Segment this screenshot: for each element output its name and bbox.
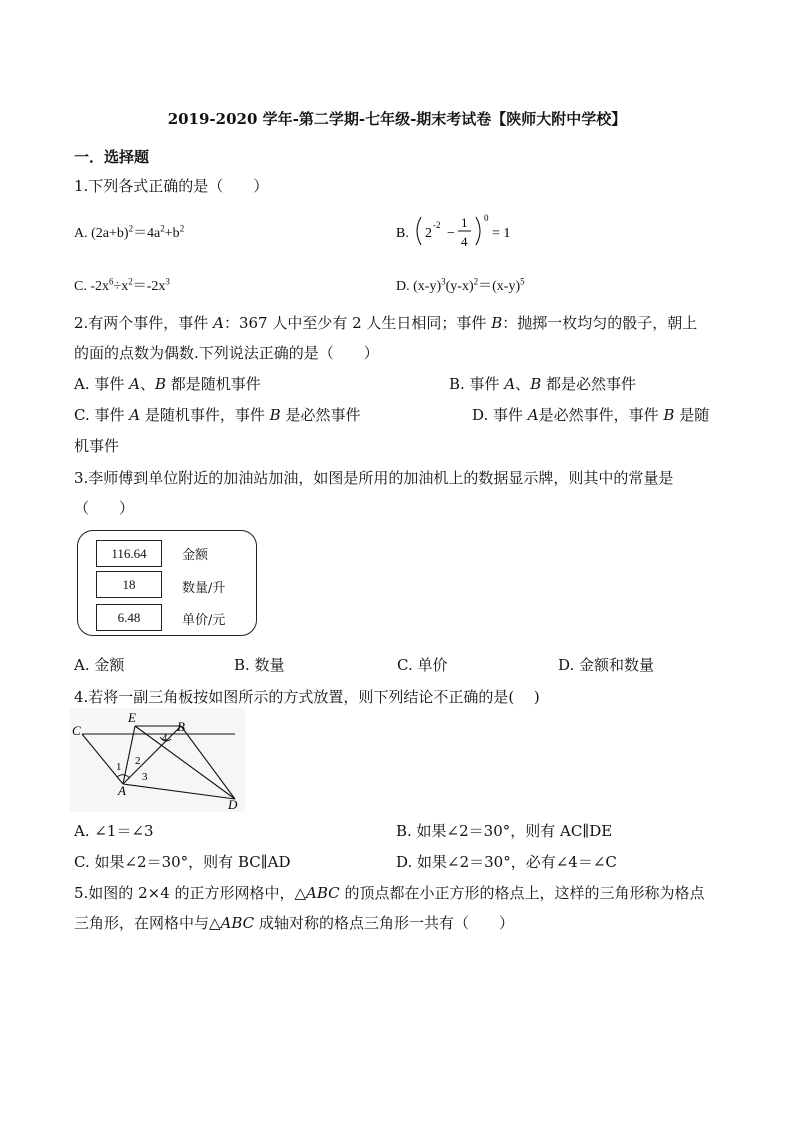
left-paren (417, 217, 421, 245)
q4-stem: 4.若将一副三角板按如图所示的方式放置，则下列结论不正确的是( ) (74, 688, 540, 706)
q1-b-result: = 1 (492, 226, 511, 241)
display-value-volume: 18 (96, 571, 162, 598)
q1-b-label: B. (396, 226, 409, 241)
q2-stem-line2: 的面的点数为偶数.下列说法正确的是（ ） (74, 344, 379, 362)
page-title: 2019-2020 学年-第二学期-七年级-期末考试卷【陕师大附中学校】 (167, 110, 627, 128)
q4-option-c[interactable]: C. 如果∠2＝30°，则有 BC∥AD (74, 853, 291, 871)
label-c: C (72, 723, 81, 738)
q3-option-d[interactable]: D. 金额和数量 (558, 656, 655, 674)
q4-option-a[interactable]: A. ∠1＝∠3 (74, 822, 154, 840)
q3-option-c[interactable]: C. 单价 (397, 656, 448, 674)
q5-stem-line2: 三角形，在网格中与△ABC 成轴对称的格点三角形一共有（ ） (74, 914, 514, 932)
q3-option-b[interactable]: B. 数量 (234, 656, 285, 674)
q2-option-d[interactable]: D. 事件 A是必然事件，事件 B 是随 (472, 406, 710, 424)
q1-option-b-formula (396, 208, 536, 254)
angle-label-4: 4 (162, 733, 167, 744)
q1-b-exp: -2 (433, 220, 441, 230)
q1-stem: 1.下列各式正确的是（ ） (74, 177, 269, 195)
display-label-price: 单价/元 (182, 613, 226, 628)
display-value-price: 6.48 (96, 604, 162, 631)
q1-option-b[interactable] (396, 208, 536, 254)
right-paren (476, 217, 480, 245)
q2-option-b[interactable]: B. 事件 A、B 都是必然事件 (449, 375, 636, 393)
label-d: D (228, 797, 238, 812)
q3-stem-line2: （ ） (74, 499, 135, 517)
q2-option-d-continued: 机事件 (74, 437, 120, 455)
display-label-volume: 数量/升 (182, 581, 226, 596)
q3-stem-line1: 3.李师傅到单位附近的加油站加油，如图是所用的加油机上的数据显示牌，则其中的常量是 (74, 469, 674, 487)
q1-b-base: 2 (425, 226, 432, 241)
q2-stem-line1: 2.有两个事件，事件 A：367 人中至少有 2 人生日相同；事件 B：抛掷一枚均匀的骰子，朝上 (74, 314, 698, 332)
q1-b-outer-exp: 0 (484, 213, 489, 223)
q2-option-c[interactable]: C. 事件 A 是随机事件，事件 B 是必然事件 (74, 406, 361, 424)
label-a: A (118, 783, 126, 798)
q1-option-a[interactable]: A. $(2a+b)^2=4a^2+b^2$ (74, 223, 185, 241)
q1-b-minus: − (447, 226, 455, 241)
display-label-amount: 金额 (182, 548, 209, 563)
section-heading: 一．选择题 (74, 148, 150, 166)
q4-option-b[interactable]: B. 如果∠2＝30°，则有 AC∥DE (396, 822, 613, 840)
angle-label-3: 3 (142, 771, 148, 783)
q2-option-a[interactable]: A. 事件 A、B 都是随机事件 (74, 375, 261, 393)
fuel-pump-display (77, 530, 257, 636)
q1-option-d[interactable]: D. $(x-y)^3(y-x)^2=(x-y)^5$ (396, 276, 525, 294)
q5-stem-line1: 5.如图的 2×4 的正方形网格中，△ABC 的顶点都在小正方形的格点上，这样的三角形称为格点 (74, 884, 705, 902)
angle-label-1: 1 (116, 761, 122, 773)
q3-option-a[interactable]: A. 金额 (74, 656, 125, 674)
q1-b-denominator: 4 (461, 234, 468, 249)
angle-label-2: 2 (135, 755, 141, 767)
q4-option-d[interactable]: D. 如果∠2＝30°，必有∠4＝∠C (396, 853, 617, 871)
triangle-rulers-figure (70, 708, 245, 812)
display-value-amount: 116.64 (96, 540, 162, 567)
q1-option-c[interactable]: C. $-2x^6\div x^2=-2x^3$ (74, 276, 170, 294)
q1-b-numerator: 1 (461, 215, 468, 230)
label-b: B (177, 719, 185, 734)
label-e: E (128, 710, 136, 725)
